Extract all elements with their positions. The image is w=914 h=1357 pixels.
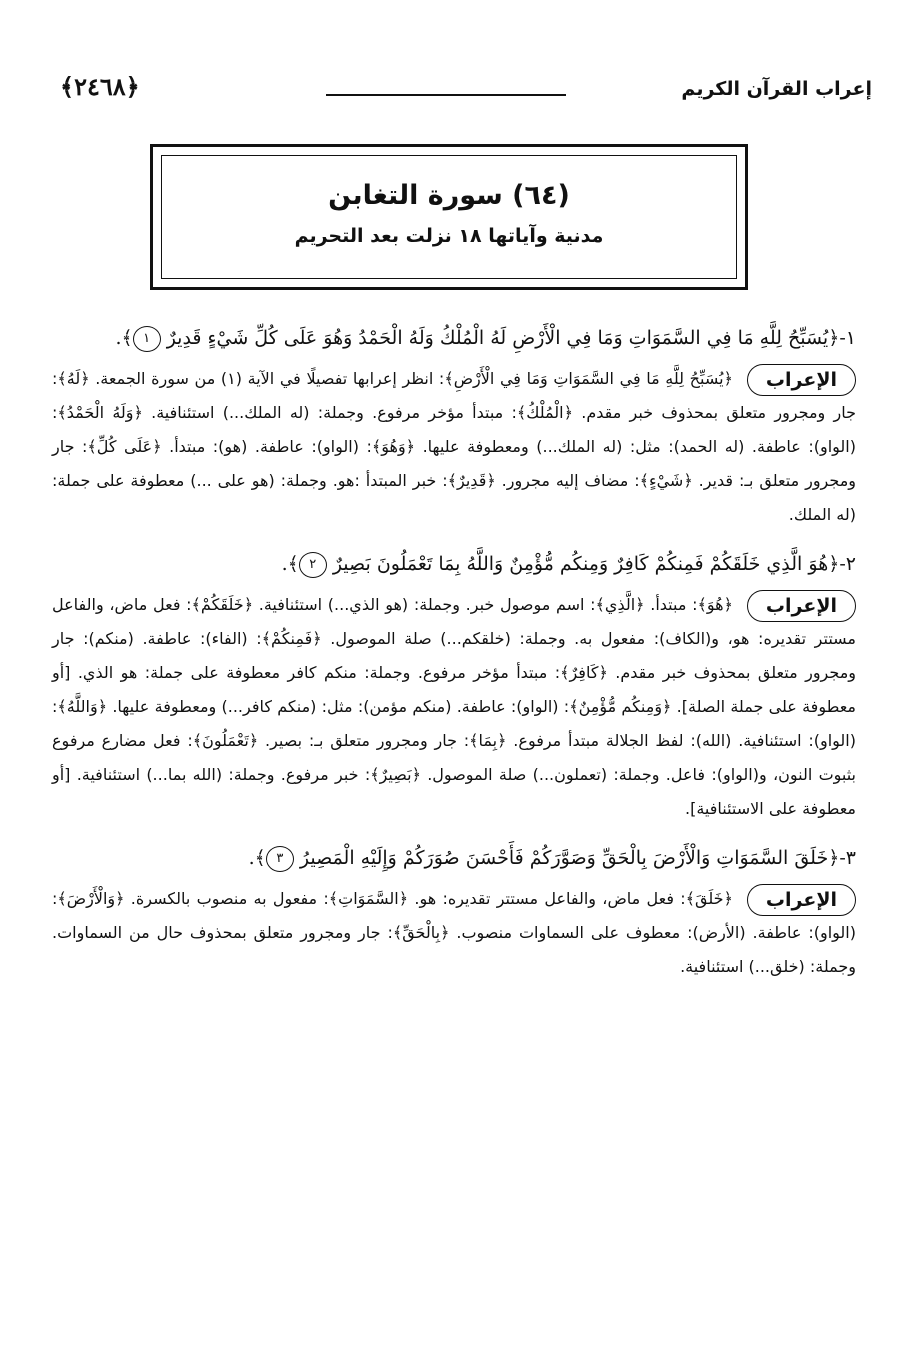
irab-text: ﴿يُسَبِّحُ لِلَّهِ مَا فِي السَّمَوَاتِ وَمَا فِي الْأَرْضِ﴾: انظر إعرابها تفصيلًا في الآية (١) من سورة الجمعة. ﴿لَهُ﴾: جار ومجرور متعلق بمحذوف خبر مقدم. ﴿الْمُلْكُ﴾: مبتدأ مؤخر مرفوع. وجملة: (له الملك...) استئنافية. ﴿وَلَهُ الْحَمْدُ﴾: (الواو): عاطفة. (له الحمد): مثل: (له الملك...) ومعطوفة عليها. ﴿وَهُوَ﴾: (الواو): عاطفة. (هو): مبتدأ. ﴿عَلَى كُلِّ﴾: جار ومجرور متعلق بـ: قدير. ﴿شَيْءٍ﴾: مضاف إليه مجرور. ﴿قَدِيرٌ﴾: خبر المبتدأ :هو. وجملة: (هو على ...) معطوفة على جملة: (له الملك. — [52, 369, 856, 524]
surah-title-frame — [150, 144, 748, 290]
verse-text: خَلَقَ السَّمَوَاتِ وَالْأَرْضَ بِالْحَقِّ وَصَوَّرَكُمْ فَأَحْسَنَ صُوَرَكُمْ وَإِلَيْهِ الْمَصِيرُ — [299, 847, 829, 869]
verse-number-badge: ٣ — [266, 846, 294, 872]
irab-text: ﴿خَلَقَ﴾: فعل ماض، والفاعل مستتر تقديره: هو. ﴿السَّمَوَاتِ﴾: مفعول به منصوب بالكسرة. ﴿وَالْأَرْضَ﴾: (الواو): عاطفة. (الأرض): معطوف على السماوات منصوب. ﴿بِالْحَقِّ﴾: جار ومجرور متعلق بمحذوف حال من السماوات. وجملة: (خلق...) استئنافية. — [52, 889, 856, 976]
book-title: إعراب القرآن الكريم — [681, 78, 872, 100]
surah-title: (٦٤) سورة التغابن — [328, 180, 570, 211]
irab-label: الإعراب — [747, 884, 856, 916]
verse-number-badge: ٢ — [299, 552, 327, 578]
header-rule — [326, 94, 566, 96]
irab-verse-2 — [52, 588, 856, 826]
verse-suffix: ﴾. — [281, 553, 299, 575]
verse-2 — [52, 544, 856, 584]
irab-verse-1 — [52, 362, 856, 532]
verse-prefix: ١-﴿ — [828, 327, 856, 349]
verse-suffix: ﴾. — [248, 847, 266, 869]
page-content — [52, 318, 856, 996]
irab-label: الإعراب — [747, 590, 856, 622]
irab-label: الإعراب — [747, 364, 856, 396]
verse-prefix: ٣-﴿ — [828, 847, 856, 869]
irab-text: ﴿هُوَ﴾: مبتدأ. ﴿الَّذِي﴾: اسم موصول خبر. وجملة: (هو الذي...) استئنافية. ﴿خَلَقَكُمْ﴾: فعل ماض، والفاعل مستتر تقديره: هو، و(الكاف): مفعول به. وجملة: (خلقكم...) صلة الموصول. ﴿فَمِنكُمْ﴾: (الفاء): عاطفة. (منكم): جار ومجرور متعلق بمحذوف خبر مقدم. ﴿كَافِرٌ﴾: مبتدأ مؤخر مرفوع. وجملة: منكم كافر معطوفة على جملة: هو الذي. [أو معطوفة على جملة الصلة]. ﴿وَمِنكُم مُّؤْمِنٌ﴾: (الواو): عاطفة. (منكم مؤمن): مثل: (منكم كافر...) ومعطوفة عليها. ﴿وَاللَّهُ﴾: (الواو): استئنافية. (الله): لفظ الجلالة مبتدأ مرفوع. ﴿بِمَا﴾: جار ومجرور متعلق بـ: بصير. ﴿تَعْمَلُونَ﴾: فعل مضارع مرفوع بثبوت النون، و(الواو): فاعل. وجملة: (تعملون...) صلة الموصول. ﴿بَصِيرٌ﴾: خبر مرفوع. وجملة: (الله بما...) استئنافية. [أو معطوفة على الاستئنافية]. — [52, 595, 857, 818]
surah-title-frame-inner — [161, 155, 737, 279]
verse-text: يُسَبِّحُ لِلَّهِ مَا فِي السَّمَوَاتِ وَمَا فِي الْأَرْضِ لَهُ الْمُلْكُ وَلَهُ الْحَمْدُ وَهُوَ عَلَى كُلِّ شَيْءٍ قَدِيرٌ — [166, 327, 829, 349]
page-number: ﴿٢٤٦٨﴾ — [60, 72, 140, 101]
verse-prefix: ٢-﴿ — [828, 553, 856, 575]
page-header — [60, 72, 872, 112]
verse-number-badge: ١ — [133, 326, 161, 352]
verse-1 — [52, 318, 856, 358]
verse-3 — [52, 838, 856, 878]
verse-text: هُوَ الَّذِي خَلَقَكُمْ فَمِنكُمْ كَافِرٌ وَمِنكُم مُّؤْمِنٌ وَاللَّهُ بِمَا تَعْمَلُونَ بَصِيرٌ — [332, 553, 829, 575]
irab-verse-3 — [52, 882, 856, 984]
surah-subtitle: مدنية وآياتها ١٨ نزلت بعد التحريم — [294, 225, 604, 247]
verse-suffix: ﴾. — [115, 327, 133, 349]
